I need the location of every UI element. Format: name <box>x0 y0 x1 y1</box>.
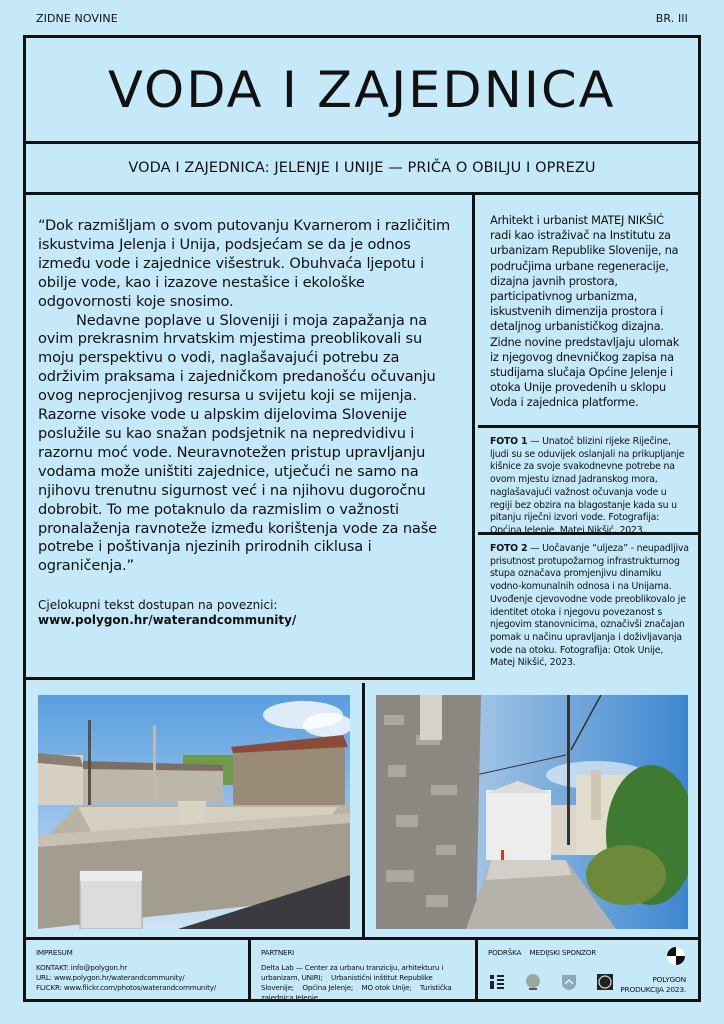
issue-number: BR. III <box>655 12 688 25</box>
subtitle: VODA I ZAJEDNICA: JELENJE I UNIJE — PRIČA O OBILJU I OPREZU <box>26 144 698 195</box>
producer-name: POLYGON <box>652 975 686 984</box>
contact-url[interactable]: URL: www.polygon.hr/waterandcommunity/ <box>36 973 185 982</box>
masthead <box>26 38 698 144</box>
support-heading: PODRŠKA MEDIJSKI SPONZOR <box>488 948 597 957</box>
unije-crest-icon <box>560 973 578 991</box>
photo-1-cistern <box>38 695 350 929</box>
photo-divider <box>362 683 365 937</box>
photo-caption-1 <box>478 428 698 535</box>
photo-2-street <box>376 695 688 929</box>
article-paragraph-2: Nedavne poplave u Sloveniji i moja zapažanja na ovim prekrasnim hrvatskim mjestima preoblikovali su moju perspektivu o vodi, naglašavajući potrebu za održivim praksama i zajedničkom predanošću očuvanju ovog neprocjenjivog resursa u svijetu koji se mijenja. Razorne visoke vode u alpskim dijelovima Slovenije poslužile su kao snažan podsjetnik na nepredvidivu i razornu moć vode. Neuravnotežen pristup upravljanju vodama može uništiti zajednice, utječući ne samo na njihovu trenutnu sigurnost već i na njihovu dugoročnu dobrobit. To me potaknulo da razmislim o važnosti pronalaženja ravnoteže između korištenja vode za naše potrebe i poštivanja njezinih prirodnih ciklusa i ograničenja.” <box>38 311 438 575</box>
polygon-logo-icon <box>666 946 686 966</box>
producer-credit <box>620 975 686 994</box>
producer-year: PRODUKCIJA 2023. <box>620 984 686 994</box>
jelenje-crest-icon <box>524 973 542 991</box>
partners-list: Delta Lab — Center za urbanu tranziciju, arhitekturu i urbanizam, UNIRI; Urbanistični inštitut Republike Slovenije; Općina Jelenje; MO otok Unije; Turistička zajednica Jelenje <box>261 963 454 1002</box>
partners-heading: PARTNERI <box>261 948 295 957</box>
main-article <box>26 195 475 680</box>
article-paragraph-1: “Dok razmišljam o svom putovanju Kvarnerom i različitim iskustvima Jelenja i Unija, podsjećam se da je odnos između vode i zajednice višestruk. Obuhvaća ljepotu i obilje vode, kao i izazove nestašice i ekološke odgovornosti koje snosimo. <box>38 217 451 310</box>
author-bio: Arhitekt i urbanist MATEJ NIKŠIĆ radi kao istraživač na Institutu za urbanizam Republike Slovenije, na područjima urbane regeneracije, dizajna javnih prostora, participativnog urbanizma, iskustvenih dimenzija prostora i detaljnog urbanističkog dizajna. Zidne novine predstavljaju ulomak iz njegovog dnevničkog zapisa na studijama slučaja Općine Jelenje i otoka Unije provedenih u sklopu Voda i zajednica platforme. <box>478 195 698 428</box>
full-text-link[interactable]: www.polygon.hr/waterandcommunity/ <box>38 613 297 628</box>
radio-logo-icon <box>596 973 614 991</box>
poster-frame <box>23 35 701 940</box>
ministry-logo-icon <box>488 973 506 991</box>
photo-section <box>26 683 698 937</box>
impresum-heading: IMPRESUM <box>36 948 73 957</box>
caption-label: FOTO 2 <box>490 543 528 554</box>
contact-flickr[interactable]: FLICKR: www.flickr.com/photos/waterandcommunity/ <box>36 983 216 992</box>
footer <box>23 937 701 1002</box>
caption-text: — Uočavanje “uljeza” - neupadljiva prisutnost protupožarnog infrastrukturnog stupa označava promjenjivu dinamiku vodno-komunalnih odnosa i na Unijama. Uvođenje cjevovodne vode preoblikovalo je identitet otoka i njegovu povezanost s njegovim stanovnicima, označivši značajan pomak u načinu upravljanja i doživljavanja vode na otoku. Fotografija: Otok Unije, Matej Nikšić, 2023. <box>490 543 689 669</box>
sidebar <box>478 195 698 677</box>
contact-email[interactable]: KONTAKT: info@polygon.hr <box>36 963 127 972</box>
caption-text: — Unatoč blizini rijeke Riječine, ljudi su se oduvijek oslanjali na prikupljanje kišnice za svoje svakodnevne potrebe na ovom mjestu iznad Jadranskog mora, naglašavajući važnost očuvanja vode u regiji bez obzira na blagostanje kada su u pitanju riječni izvori vode. Fotografija: Općina Jelenje, Matej Nikšić, 2023. <box>490 436 685 536</box>
page-title: VODA I ZAJEDNICA <box>108 60 616 119</box>
caption-label: FOTO 1 <box>490 436 528 447</box>
partners-section <box>251 940 478 1002</box>
support-section <box>478 940 698 999</box>
full-text-label: Cjelokupni tekst dostupan na poveznici: <box>38 598 278 613</box>
publication-label: ZIDNE NOVINE <box>36 12 118 25</box>
impresum-section <box>26 940 251 999</box>
sponsor-logos <box>488 973 614 991</box>
photo-caption-2 <box>478 535 698 677</box>
